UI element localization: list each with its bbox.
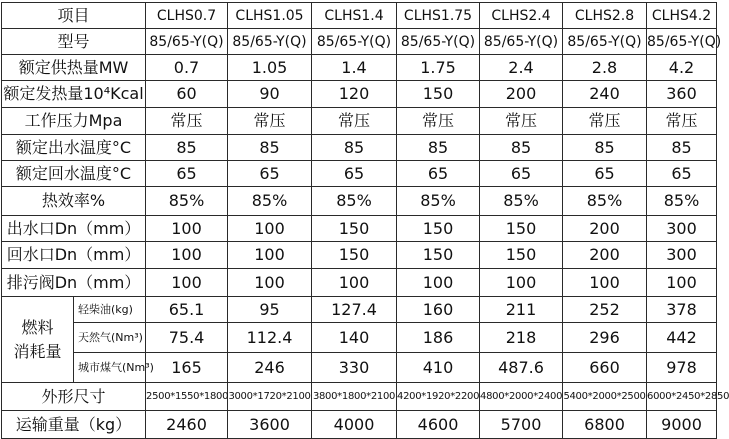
weight-value-cell: 2460 xyxy=(146,411,228,439)
value-cell: 100 xyxy=(480,269,563,297)
row-label-cell: 额定发热量10⁴Kcal xyxy=(2,81,146,108)
fuel-value-cell: 140 xyxy=(312,323,397,353)
row-label-cell: 排污阀Dn（mm） xyxy=(2,269,146,297)
table-row xyxy=(2,297,717,323)
fuel-value-cell: 211 xyxy=(480,297,563,323)
value-cell: 85 xyxy=(563,135,647,161)
value-cell: 85 xyxy=(480,135,563,161)
value-cell: 85 xyxy=(312,135,397,161)
value-cell: 200 xyxy=(563,216,647,242)
dimensions-value-cell: 4200*1920*2200 xyxy=(397,383,480,411)
table-row xyxy=(2,81,717,108)
row-label-cell: 额定回水温度°C xyxy=(2,161,146,187)
weight-value-cell: 9000 xyxy=(647,411,717,439)
value-cell: 85% xyxy=(647,187,717,216)
fuel-value-cell: 487.6 xyxy=(480,353,563,383)
dimensions-value-cell: 2500*1550*1800 xyxy=(146,383,228,411)
value-cell: 90 xyxy=(228,81,312,108)
value-cell: 150 xyxy=(397,81,480,108)
value-cell: 85% xyxy=(480,187,563,216)
weight-value-cell: 4000 xyxy=(312,411,397,439)
table-row xyxy=(2,323,717,353)
value-cell: 85 xyxy=(397,135,480,161)
value-cell: 0.7 xyxy=(146,55,228,81)
row-label-cell: 出水口Dn（mm） xyxy=(2,216,146,242)
value-cell: 85/65-Y(Q) xyxy=(228,29,312,55)
table-row xyxy=(2,242,717,269)
value-cell: 300 xyxy=(647,216,717,242)
model-header-cell: CLHS1.75 xyxy=(397,3,480,29)
fuel-value-cell: 75.4 xyxy=(146,323,228,353)
spec-table xyxy=(1,2,729,439)
value-cell: 300 xyxy=(647,242,717,269)
fuel-value-cell: 65.1 xyxy=(146,297,228,323)
value-cell: 100 xyxy=(563,269,647,297)
value-cell: 200 xyxy=(563,242,647,269)
value-cell: 100 xyxy=(647,269,717,297)
fuel-value-cell: 442 xyxy=(647,323,717,353)
value-cell: 2.4 xyxy=(480,55,563,81)
value-cell: 200 xyxy=(480,81,563,108)
weight-value-cell: 6800 xyxy=(563,411,647,439)
fuel-value-cell: 218 xyxy=(480,323,563,353)
fuel-group-label-line1: 燃料 xyxy=(21,317,54,337)
header-label-cell: 项目 xyxy=(2,3,146,29)
value-cell: 100 xyxy=(228,269,312,297)
value-cell: 常压 xyxy=(647,108,717,135)
fuel-value-cell: 378 xyxy=(647,297,717,323)
value-cell: 85/65-Y(Q) xyxy=(563,29,647,55)
row-label-cell: 回水口Dn（mm） xyxy=(2,242,146,269)
table-row xyxy=(2,135,717,161)
value-cell: 85/65-Y(Q) xyxy=(397,29,480,55)
value-cell: 85 xyxy=(146,135,228,161)
weight-label-cell: 运输重量（kg） xyxy=(2,411,146,439)
value-cell: 120 xyxy=(312,81,397,108)
model-header-cell: CLHS4.2 xyxy=(647,3,717,29)
value-cell: 100 xyxy=(146,216,228,242)
row-label-cell: 额定供热量MW xyxy=(2,55,146,81)
fuel-value-cell: 660 xyxy=(563,353,647,383)
value-cell: 150 xyxy=(312,242,397,269)
table-row xyxy=(2,216,717,242)
value-cell: 85/65-Y(Q) xyxy=(480,29,563,55)
value-cell: 85 xyxy=(228,135,312,161)
fuel-type-label-cell: 轻柴油(kg) xyxy=(74,297,146,323)
table-row xyxy=(2,411,717,439)
row-label-cell: 型号 xyxy=(2,29,146,55)
row-label-cell: 额定出水温度°C xyxy=(2,135,146,161)
value-cell: 100 xyxy=(397,269,480,297)
table-row xyxy=(2,3,717,29)
table-row xyxy=(2,383,717,411)
dimensions-value-cell: 3800*1800*2100 xyxy=(312,383,397,411)
value-cell: 150 xyxy=(312,216,397,242)
fuel-value-cell: 246 xyxy=(228,353,312,383)
value-cell: 1.05 xyxy=(228,55,312,81)
value-cell: 85% xyxy=(228,187,312,216)
fuel-value-cell: 127.4 xyxy=(312,297,397,323)
value-cell: 65 xyxy=(563,161,647,187)
value-cell: 1.4 xyxy=(312,55,397,81)
fuel-value-cell: 410 xyxy=(397,353,480,383)
value-cell: 常压 xyxy=(228,108,312,135)
table-row xyxy=(2,353,717,383)
value-cell: 65 xyxy=(146,161,228,187)
value-cell: 65 xyxy=(397,161,480,187)
dimensions-value-cell: 6000*2450*2850 xyxy=(647,383,717,411)
fuel-value-cell: 165 xyxy=(146,353,228,383)
row-label-cell: 工作压力Mpa xyxy=(2,108,146,135)
dimensions-value-cell: 4800*2000*2400 xyxy=(480,383,563,411)
fuel-value-cell: 112.4 xyxy=(228,323,312,353)
fuel-value-cell: 160 xyxy=(397,297,480,323)
fuel-value-cell: 296 xyxy=(563,323,647,353)
value-cell: 85% xyxy=(146,187,228,216)
value-cell: 85% xyxy=(563,187,647,216)
model-header-cell: CLHS1.4 xyxy=(312,3,397,29)
fuel-group-label-cell xyxy=(2,297,74,383)
fuel-type-label-cell: 天然气(Nm³) xyxy=(74,323,146,353)
value-cell: 1.75 xyxy=(397,55,480,81)
value-cell: 常压 xyxy=(397,108,480,135)
weight-value-cell: 4600 xyxy=(397,411,480,439)
value-cell: 85/65-Y(Q) xyxy=(312,29,397,55)
value-cell: 65 xyxy=(647,161,717,187)
value-cell: 100 xyxy=(228,242,312,269)
weight-value-cell: 3600 xyxy=(228,411,312,439)
value-cell: 常压 xyxy=(312,108,397,135)
fuel-value-cell: 186 xyxy=(397,323,480,353)
value-cell: 60 xyxy=(146,81,228,108)
fuel-value-cell: 978 xyxy=(647,353,717,383)
table-row xyxy=(2,269,717,297)
value-cell: 150 xyxy=(397,216,480,242)
value-cell: 85% xyxy=(312,187,397,216)
fuel-value-cell: 252 xyxy=(563,297,647,323)
value-cell: 360 xyxy=(647,81,717,108)
value-cell: 常压 xyxy=(146,108,228,135)
value-cell: 65 xyxy=(228,161,312,187)
row-label-cell: 热效率% xyxy=(2,187,146,216)
model-header-cell: CLHS1.05 xyxy=(228,3,312,29)
value-cell: 常压 xyxy=(563,108,647,135)
value-cell: 100 xyxy=(146,242,228,269)
value-cell: 85% xyxy=(397,187,480,216)
value-cell: 100 xyxy=(312,269,397,297)
table-row xyxy=(2,29,717,55)
value-cell: 常压 xyxy=(480,108,563,135)
fuel-type-label-cell: 城市煤气(Nm³) xyxy=(74,353,146,383)
value-cell: 85/65-Y(Q) xyxy=(647,29,717,55)
value-cell: 150 xyxy=(480,242,563,269)
dimensions-label-cell: 外形尺寸 xyxy=(2,383,146,411)
value-cell: 2.8 xyxy=(563,55,647,81)
value-cell: 85/65-Y(Q) xyxy=(146,29,228,55)
value-cell: 240 xyxy=(563,81,647,108)
fuel-value-cell: 95 xyxy=(228,297,312,323)
model-header-cell: CLHS2.4 xyxy=(480,3,563,29)
value-cell: 100 xyxy=(228,216,312,242)
dimensions-value-cell: 3000*1720*2100 xyxy=(228,383,312,411)
table-row xyxy=(2,161,717,187)
value-cell: 150 xyxy=(397,242,480,269)
value-cell: 65 xyxy=(480,161,563,187)
value-cell: 100 xyxy=(146,269,228,297)
value-cell: 150 xyxy=(480,216,563,242)
model-header-cell: CLHS2.8 xyxy=(563,3,647,29)
fuel-value-cell: 330 xyxy=(312,353,397,383)
fuel-group-label-line2: 消耗量 xyxy=(13,341,62,361)
table-row xyxy=(2,108,717,135)
value-cell: 85 xyxy=(647,135,717,161)
value-cell: 65 xyxy=(312,161,397,187)
table-row xyxy=(2,55,717,81)
value-cell: 4.2 xyxy=(647,55,717,81)
weight-value-cell: 5700 xyxy=(480,411,563,439)
model-header-cell: CLHS0.7 xyxy=(146,3,228,29)
dimensions-value-cell: 5400*2000*2500 xyxy=(563,383,647,411)
table-row xyxy=(2,187,717,216)
